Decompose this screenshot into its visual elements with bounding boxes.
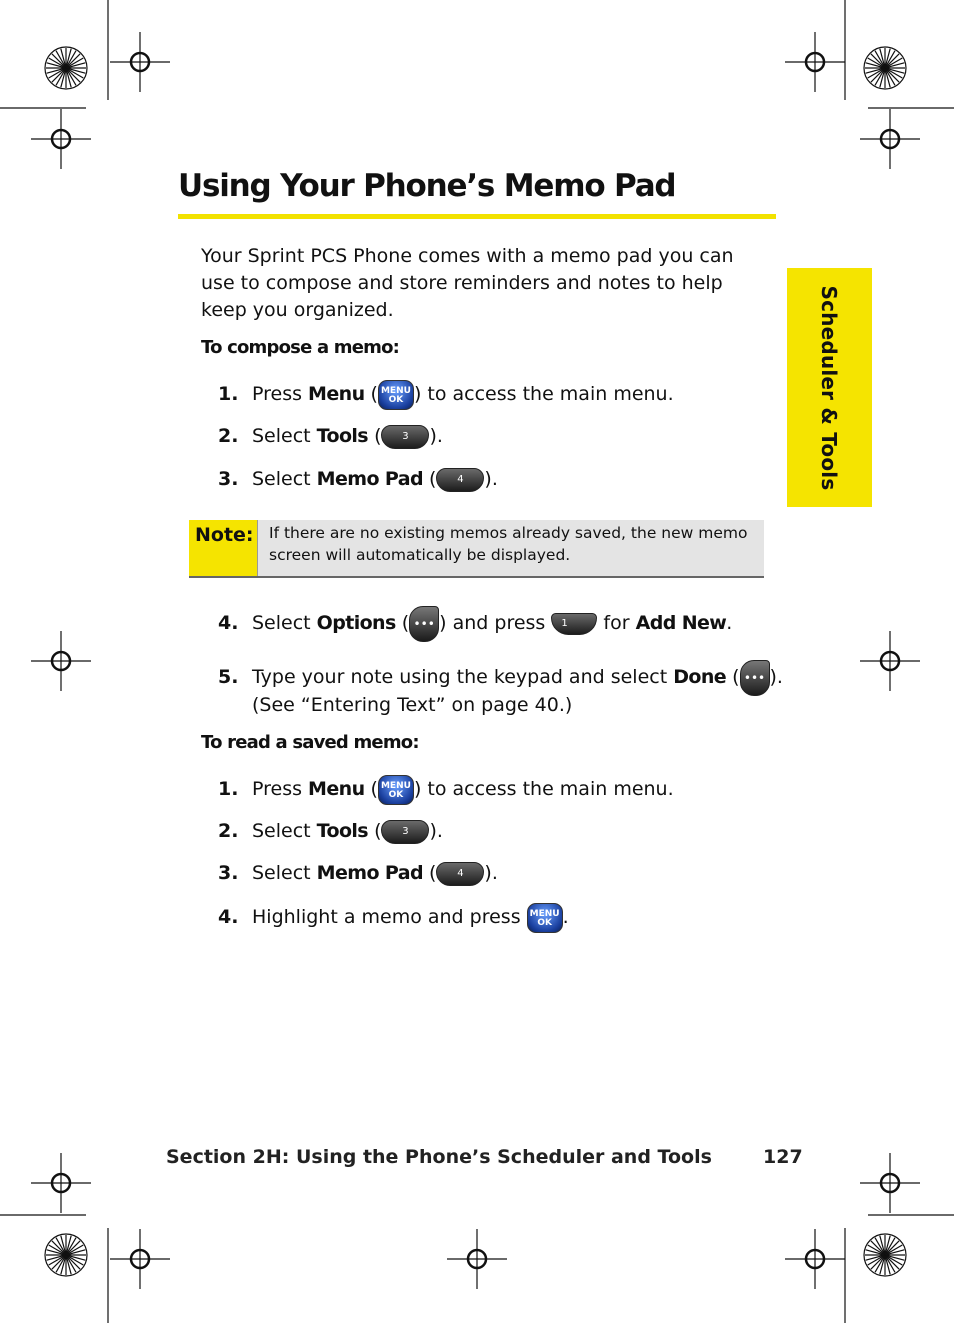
step-text-end: . xyxy=(726,612,733,634)
menu-ok-key-icon: MENU OK xyxy=(378,380,414,410)
step-bold: Memo Pad xyxy=(316,468,423,490)
menu-ok-key-icon: MENU OK xyxy=(378,775,414,805)
step-text: Select xyxy=(252,468,317,490)
compose-step-3: 3. Select Memo Pad ( 4 ). xyxy=(218,463,498,495)
step-text-end: ). xyxy=(429,425,443,447)
right-softkey-icon: ••• xyxy=(740,660,770,696)
step-text-end: ). xyxy=(484,862,498,884)
key-1-icon: 1 xyxy=(551,613,597,635)
step-text: Select xyxy=(252,612,317,634)
step-text: Select xyxy=(252,820,317,842)
step-bold: Done xyxy=(673,666,727,688)
step-bold-2: Add New xyxy=(635,612,727,634)
key-3-icon: 3 xyxy=(381,820,429,844)
page-title: Using Your Phone’s Memo Pad xyxy=(178,168,676,204)
compose-heading: To compose a memo: xyxy=(201,337,400,358)
compose-step-5-continuation: (See “Entering Text” on page 40.) xyxy=(252,694,573,716)
read-step-3: 3. Select Memo Pad ( 4 ). xyxy=(218,857,498,889)
step-text: Press xyxy=(252,383,309,405)
compose-step-4: 4. Select Options ( ••• ) and press 1 for Add New. xyxy=(218,605,732,641)
step-text-end: ). xyxy=(429,820,443,842)
step-text: Press xyxy=(252,778,309,800)
step-text-mid2: for xyxy=(597,612,636,634)
step-bold: Tools xyxy=(316,820,369,842)
step-text: Type your note using the keypad and select xyxy=(252,666,674,688)
note-box xyxy=(189,520,764,578)
key-4-icon: 4 xyxy=(436,862,484,886)
step-bold: Menu xyxy=(308,778,365,800)
section-side-tab xyxy=(787,268,872,507)
step-text: Select xyxy=(252,862,317,884)
step-number: 2. xyxy=(218,425,239,447)
compose-step-1: 1. Press Menu ( MENU OK ) to access the main menu. xyxy=(218,378,674,410)
step-number: 4. xyxy=(218,612,239,634)
right-softkey-icon: ••• xyxy=(409,606,439,642)
step-text-end: . xyxy=(562,906,569,928)
step-bold: Memo Pad xyxy=(316,862,423,884)
key-3-icon: 3 xyxy=(381,425,429,449)
read-step-2: 2. Select Tools ( 3 ). xyxy=(218,815,443,847)
step-bold: Options xyxy=(316,612,396,634)
read-heading: To read a saved memo: xyxy=(201,732,419,753)
key-4-icon: 4 xyxy=(436,468,484,492)
title-underline xyxy=(178,214,776,219)
menu-ok-key-icon: MENU OK xyxy=(527,903,563,933)
step-text-end: ). xyxy=(484,468,498,490)
step-text-end: ) to access the main menu. xyxy=(413,383,674,405)
note-text: If there are no existing memos already saved, the new memo screen will automatically be displayed. xyxy=(257,520,764,576)
step-number: 3. xyxy=(218,468,239,490)
step-text-end: ). xyxy=(769,666,783,688)
step-number: 4. xyxy=(218,906,239,928)
step-number: 1. xyxy=(218,778,239,800)
intro-paragraph: Your Sprint PCS Phone comes with a memo pad you can use to compose and store reminders and notes to help keep you organized. xyxy=(201,245,734,321)
step-text: Highlight a memo and press xyxy=(252,906,527,928)
compose-step-2: 2. Select Tools ( 3 ). xyxy=(218,420,443,452)
step-text-end: ) to access the main menu. xyxy=(413,778,674,800)
compose-step-5: 5. Type your note using the keypad and select Done ( ••• ). xyxy=(218,659,783,695)
step-number: 1. xyxy=(218,383,239,405)
read-step-1: 1. Press Menu ( MENU OK ) to access the main menu. xyxy=(218,773,674,805)
step-number: 2. xyxy=(218,820,239,842)
side-tab-label: Scheduler & Tools xyxy=(817,285,841,491)
read-step-4 xyxy=(218,901,569,933)
step-number: 3. xyxy=(218,862,239,884)
step-bold: Menu xyxy=(308,383,365,405)
step-number: 5. xyxy=(218,666,239,688)
footer-page-number: 127 xyxy=(763,1146,803,1168)
step-bold: Tools xyxy=(316,425,369,447)
step-text-mid: ) and press xyxy=(439,612,552,634)
footer-section-title: Section 2H: Using the Phone’s Scheduler and Tools xyxy=(166,1146,712,1168)
note-label: Note: xyxy=(189,520,257,576)
step-text: Select xyxy=(252,425,317,447)
